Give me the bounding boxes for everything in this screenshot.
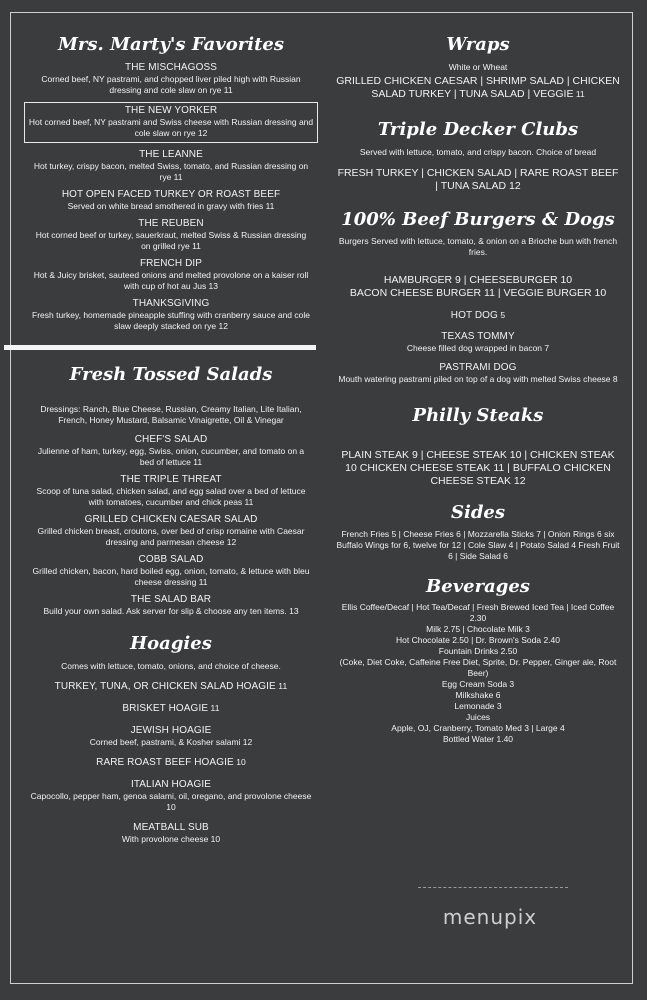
sides-list: French Fries 5 | Cheese Fries 6 | Mozzarella Sticks 7 | Onion Rings 6 six Buffalo Wings for 6, twelve for 12 | Cole Slaw 4 | Potato Salad 4 Fresh Fruit 6 | Side Salad 6	[336, 529, 620, 561]
menu-item	[30, 189, 312, 212]
philly-list: PLAIN STEAK 9 | CHEESE STEAK 10 | CHICKEN STEAK 10 CHICKEN CHEESE STEAK 11 | BUFFALO CHICKEN CHEESE STEAK 12	[341, 449, 615, 487]
item-name: FRENCH DIP	[139, 258, 203, 269]
item-name: THE LEANNE	[139, 149, 203, 160]
menu-item	[30, 298, 312, 332]
item-name: JEWISH HOAGIE	[130, 725, 212, 736]
item-name: THE MISCHAGOSS	[125, 62, 217, 73]
item-desc: Build your own salad. Ask server for slip & choose any ten items. 13	[43, 606, 299, 616]
salads-title: Fresh Tossed Salads	[69, 364, 273, 385]
philly-title: Philly Steaks	[412, 405, 544, 426]
menu-item	[30, 725, 312, 748]
item-desc: Hot corned beef or turkey, sauerkraut, melted Swiss & Russian dressing on grilled rye 11	[35, 230, 307, 251]
item-desc: Capocollo, pepper ham, genoa salami, oil, oregano, and provolone cheese 10	[30, 791, 312, 812]
beverage-line: Milkshake 6	[455, 690, 501, 700]
item-name: MEATBALL SUB	[133, 822, 209, 833]
menu-item	[30, 779, 312, 813]
menu-item	[30, 594, 312, 617]
item-desc: Hot & Juicy brisket, sauteed onions and melted provolone on a kaiser roll with cup of hot au Jus 13	[33, 270, 309, 291]
item-name: THE TRIPLE THREAT	[120, 474, 222, 485]
item-name: GRILLED CHICKEN CAESAR SALAD	[84, 514, 258, 525]
beverage-line: Egg Cream Soda 3	[441, 679, 515, 689]
wraps-list: GRILLED CHICKEN CAESAR | SHRIMP SALAD | CHICKEN SALAD TURKEY | TUNA SALAD | VEGGIE 11	[336, 75, 620, 100]
hoagies-intro: Comes with lettuce, tomato, onions, and choice of cheese.	[61, 661, 281, 671]
menu-item	[30, 757, 312, 769]
menu-item	[30, 554, 312, 588]
menu-item	[30, 258, 312, 292]
menu-item	[30, 62, 312, 96]
menu-item	[30, 149, 312, 183]
item-desc: Mouth watering pastrami piled on top of a dog with melted Swiss cheese 8	[338, 374, 618, 384]
item-name: HOT OPEN FACED TURKEY OR ROAST BEEF	[61, 189, 281, 200]
beverage-line: Fountain Drinks 2.50	[438, 646, 518, 656]
favorites-title: Mrs. Marty's Favorites	[58, 34, 284, 55]
item-name: THANKSGIVING	[132, 298, 210, 309]
item-desc: Fresh turkey, homemade pineapple stuffing with cranberry sauce and cole slaw deeply stacked on rye 12	[32, 310, 310, 331]
item-desc: With provolone cheese 10	[121, 834, 221, 844]
item-desc: Cheese filled dog wrapped in bacon 7	[406, 343, 550, 353]
burgers-list-2: BACON CHEESE BURGER 11 | VEGGIE BURGER 10	[349, 287, 607, 299]
item-desc: Corned beef, NY pastrami, and chopped liver piled high with Russian dressing and cole slaw on rye 11	[41, 74, 301, 95]
item-desc: Grilled chicken breast, croutons, over bed of crisp romaine with Caesar dressing and parmesan cheese 12	[37, 526, 305, 547]
beverage-line: Lemonade 3	[454, 701, 502, 711]
burgers-list-1: HAMBURGER 9 | CHEESEBURGER 10	[383, 274, 573, 286]
item-name: RARE ROAST BEEF HOAGIE 10	[96, 757, 246, 768]
section-divider	[4, 345, 316, 350]
item-desc: Hot corned beef, NY pastrami and Swiss cheese with Russian dressing and cole slaw on rye 12	[28, 117, 314, 138]
menupix-watermark: menupix	[442, 905, 538, 929]
menu-item	[30, 474, 312, 508]
menu-item	[30, 434, 312, 468]
menu-item	[30, 703, 312, 715]
menu-item	[30, 218, 312, 252]
left-column	[30, 34, 312, 845]
item-name: ITALIAN HOAGIE	[130, 779, 212, 790]
watermark-divider	[418, 887, 568, 888]
item-desc: Grilled chicken, bacon, hard boiled egg, onion, tomato, & lettuce with bleu cheese dressing 11	[32, 566, 310, 587]
item-desc: Scoop of tuna salad, chicken salad, and egg salad over a bed of lettuce with tomatoes, cucumber and chick peas 11	[36, 486, 306, 507]
item-name: PASTRAMI DOG	[439, 362, 517, 373]
item-name: THE REUBEN	[138, 218, 204, 229]
menu-item	[336, 362, 620, 385]
item-name: COBB SALAD	[138, 554, 204, 565]
beverage-line: Hot Chocolate 2.50 | Dr. Brown's Soda 2.40	[395, 635, 560, 645]
beverage-line: Bottled Water 1.40	[442, 734, 514, 744]
beverage-line: (Coke, Diet Coke, Caffeine Free Diet, Sprite, Dr. Pepper, Ginger ale, Root Beer)	[339, 657, 617, 678]
beverage-line: Ellis Coffee/Decaf | Hot Tea/Decaf | Fresh Brewed Iced Tea | Iced Coffee 2.30	[341, 602, 615, 623]
sides-title: Sides	[450, 502, 505, 523]
item-desc: Julienne of ham, turkey, egg, Swiss, onion, cucumber, and tomato on a bed of lettuce 11	[37, 446, 305, 467]
clubs-list: FRESH TURKEY | CHICKEN SALAD | RARE ROAST BEEF | TUNA SALAD 12	[337, 167, 619, 192]
beverages-title: Beverages	[426, 576, 530, 597]
burgers-intro: Burgers Served with lettuce, tomato, & onion on a Brioche bun with french fries.	[338, 236, 618, 257]
salad-dressings: Dressings: Ranch, Blue Cheese, Russian, Creamy Italian, Lite Italian, French, Honey Mustard, Balsamic Vinaigrette, Oil & Vinegar	[40, 404, 302, 425]
clubs-title: Triple Decker Clubs	[377, 119, 579, 140]
menu-item	[336, 331, 620, 354]
menu-item	[30, 514, 312, 548]
menu-item	[30, 822, 312, 845]
item-name: TEXAS TOMMY	[441, 331, 515, 342]
item-name: TURKEY, TUNA, OR CHICKEN SALAD HOAGIE 11	[54, 681, 288, 692]
wraps-title: Wraps	[446, 34, 510, 55]
menu-item	[30, 681, 312, 693]
burgers-title: 100% Beef Burgers & Dogs	[341, 209, 615, 230]
item-name: THE SALAD BAR	[130, 594, 212, 605]
clubs-intro: Served with lettuce, tomato, and crispy bacon. Choice of bread	[359, 147, 597, 157]
beverage-line: Apple, OJ, Cranberry, Tomato Med 3 | Large 4	[391, 723, 565, 733]
beverages-list	[336, 602, 620, 745]
item-name: THE NEW YORKER	[124, 105, 218, 116]
right-column	[336, 34, 620, 745]
wraps-intro: White or Wheat	[448, 62, 508, 72]
item-desc: Served on white bread smothered in gravy with fries 11	[67, 201, 275, 211]
item-desc: Corned beef, pastrami, & Kosher salami 12	[89, 737, 253, 747]
item-name: CHEF'S SALAD	[134, 434, 208, 445]
menu-item-highlighted	[24, 102, 318, 143]
beverage-line: Milk 2.75 | Chocolate Milk 3	[426, 624, 530, 634]
hoagies-title: Hoagies	[130, 633, 212, 654]
hotdog: HOT DOG 5	[450, 310, 506, 321]
item-name: BRISKET HOAGIE 11	[122, 703, 220, 714]
item-desc: Hot turkey, crispy bacon, melted Swiss, tomato, and Russian dressing on rye 11	[33, 161, 309, 182]
beverage-line: Juices	[465, 712, 491, 722]
